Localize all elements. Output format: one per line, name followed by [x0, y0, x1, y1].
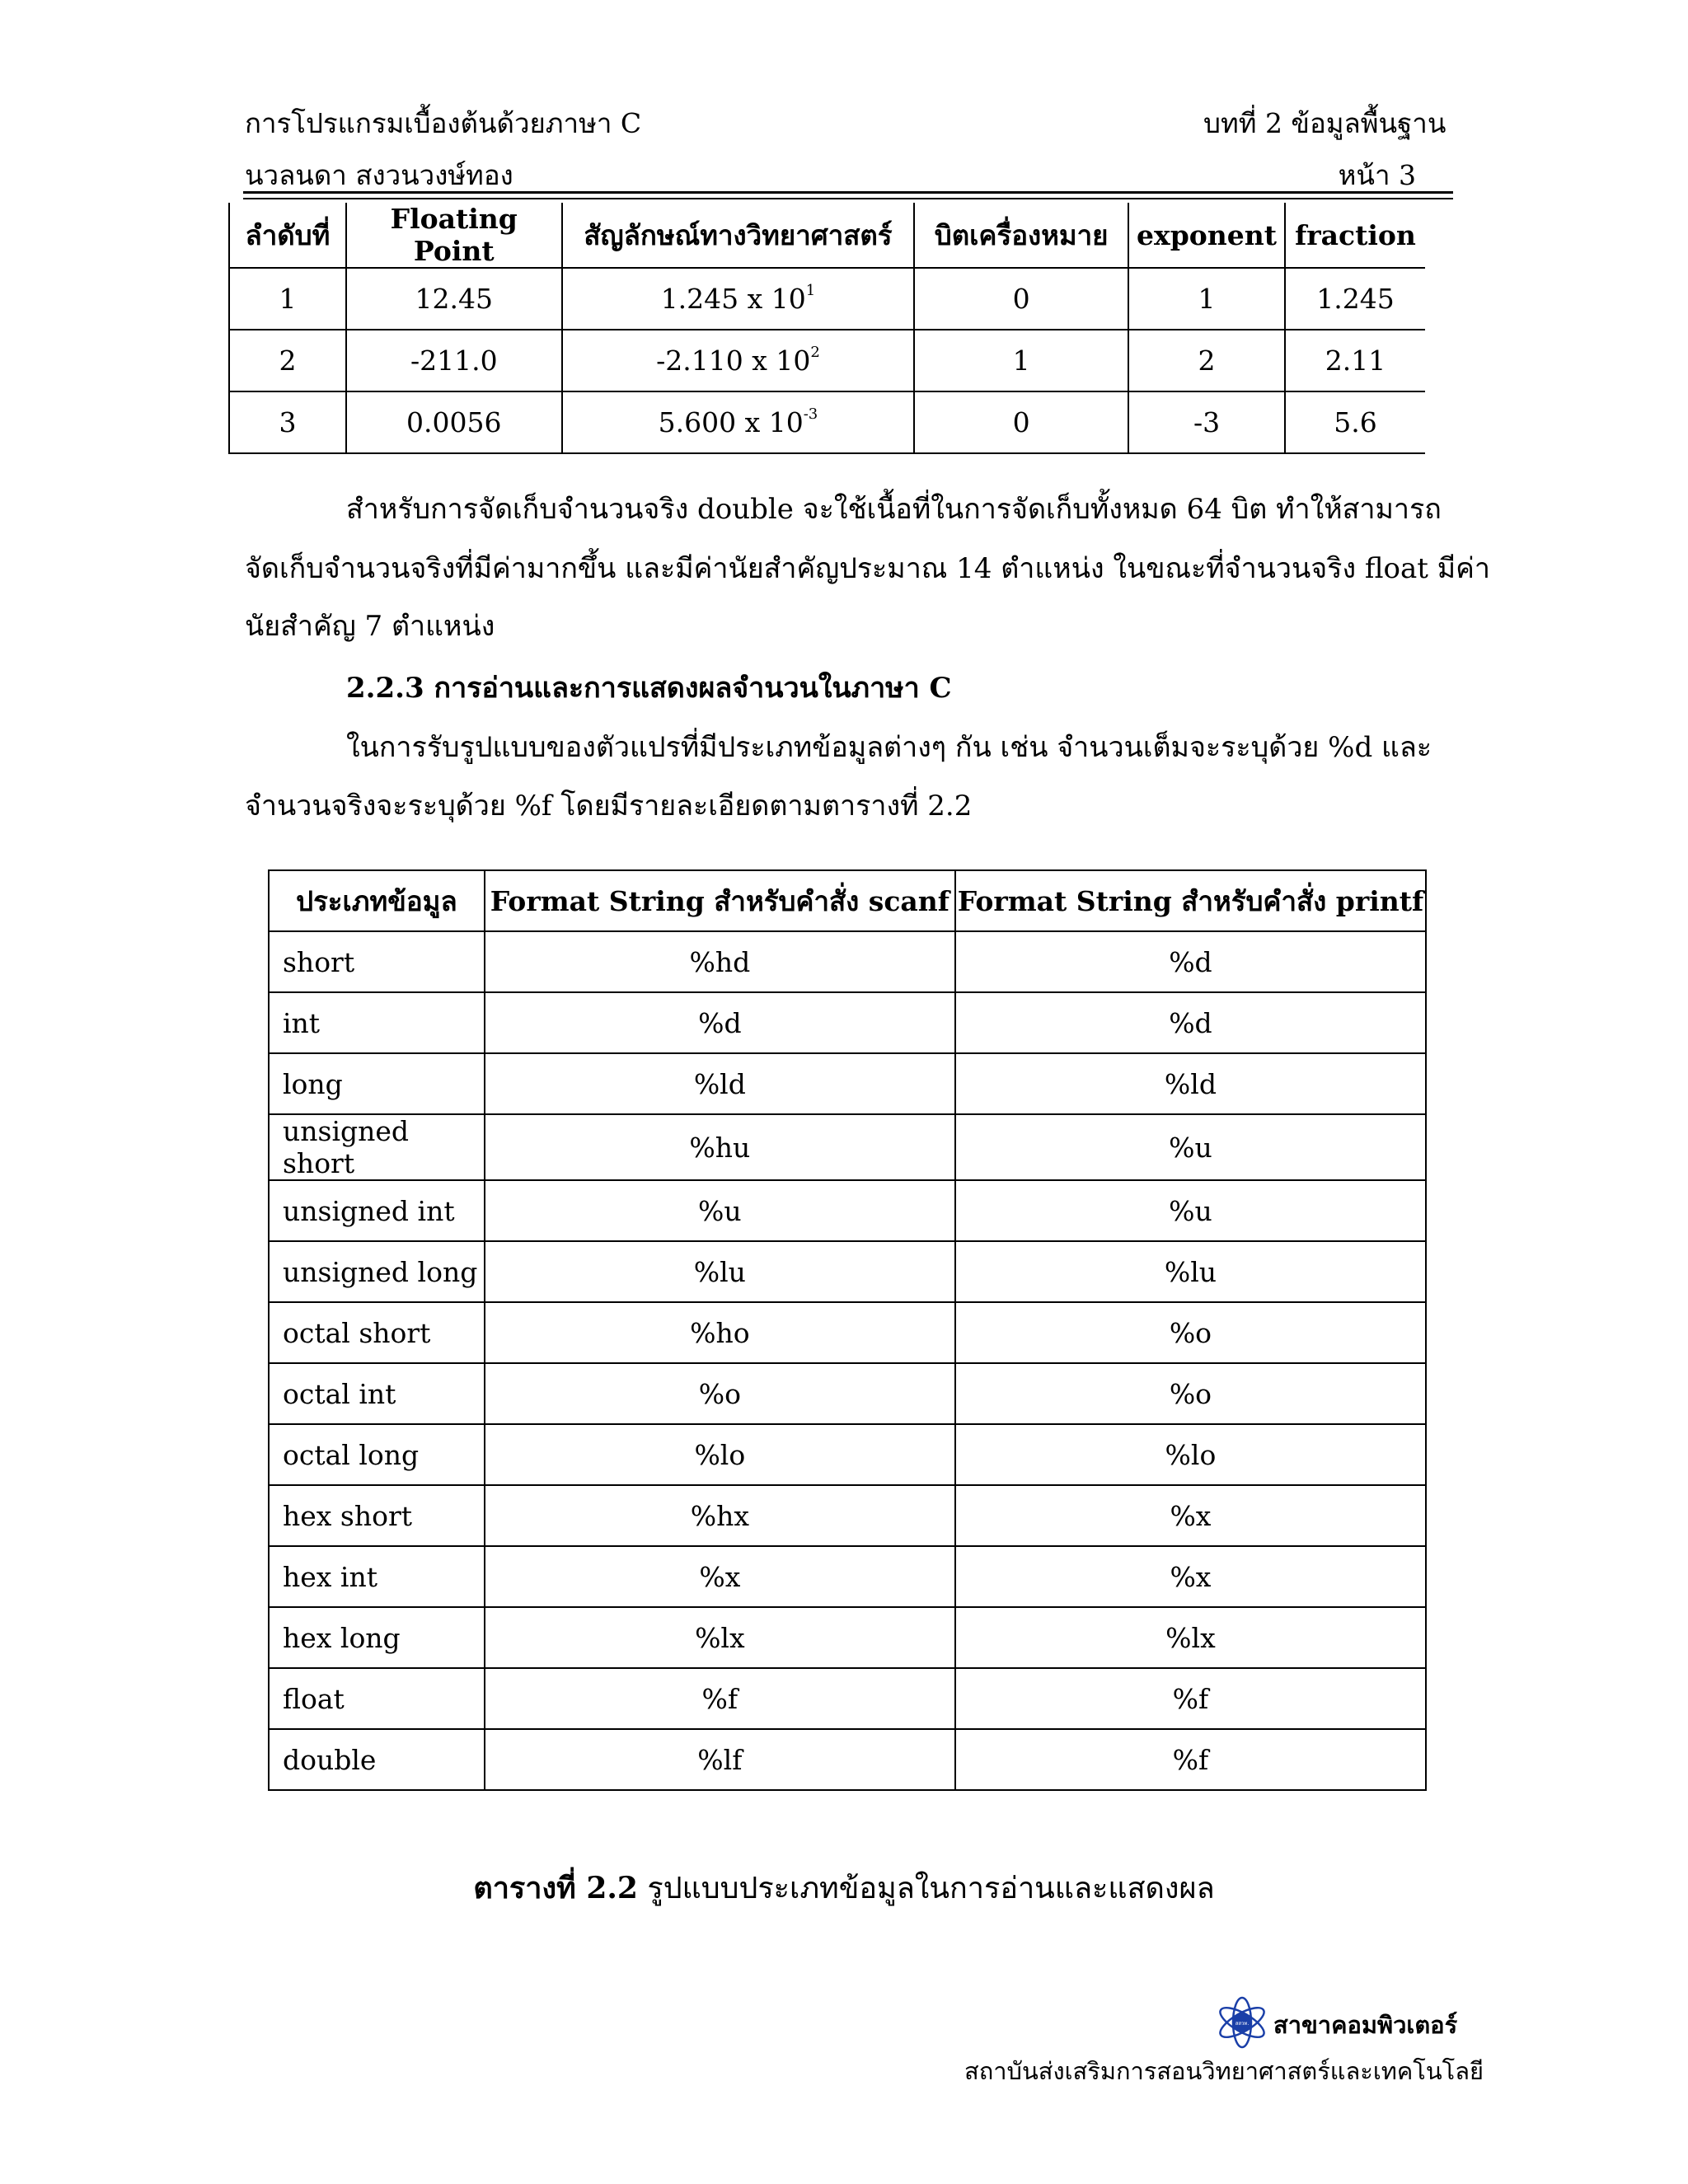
cell-exponent: -3	[1128, 391, 1285, 453]
table-row	[229, 330, 1425, 391]
cell-type: hex short	[269, 1485, 485, 1546]
section-heading: 2.2.3 การอ่านและการแสดงผลจำนวนในภาษา C	[346, 672, 952, 705]
table-row	[229, 268, 1425, 330]
cell-scanf: %ho	[485, 1302, 955, 1363]
cell-fraction: 5.6	[1285, 391, 1425, 453]
sci-base: 1.245 x 10	[660, 283, 806, 315]
format-string-table	[268, 869, 1427, 1791]
col-header-sign-bit: บิตเครื่องหมาย	[914, 203, 1128, 268]
table-row	[269, 931, 1426, 992]
cell-scanf: %f	[485, 1668, 955, 1729]
table-caption	[0, 1864, 1688, 1911]
cell-scientific	[562, 391, 915, 453]
col-header-exponent: exponent	[1128, 203, 1285, 268]
table-row	[269, 1180, 1426, 1241]
paragraph-2-line-2: จำนวนจริงจะระบุด้วย %f โดยมีรายละเอียดตามตารางที่ 2.2	[245, 790, 973, 823]
table-header-row	[229, 203, 1425, 268]
cell-printf: %d	[955, 931, 1426, 992]
header-rule-bottom	[243, 198, 1453, 199]
cell-type: octal long	[269, 1424, 485, 1485]
cell-order: 2	[229, 330, 346, 391]
cell-type: unsigned long	[269, 1241, 485, 1302]
table-row	[269, 1546, 1426, 1607]
cell-type: float	[269, 1668, 485, 1729]
sci-exponent: -3	[803, 405, 818, 423]
col-header-floating-point: Floating Point	[346, 203, 562, 268]
cell-type: long	[269, 1053, 485, 1114]
cell-scanf: %hu	[485, 1114, 955, 1180]
col-header-order: ลำดับที่	[229, 203, 346, 268]
cell-scanf: %u	[485, 1180, 955, 1241]
caption-text: รูปแบบประเภทข้อมูลในการอ่านและแสดงผล	[637, 1872, 1215, 1905]
cell-type: short	[269, 931, 485, 992]
col-header-fraction: fraction	[1285, 203, 1425, 268]
cell-order: 1	[229, 268, 346, 330]
col-header-printf: Format String สำหรับคำสั่ง printf	[955, 870, 1426, 931]
table-header-row	[269, 870, 1426, 931]
table-row	[269, 1668, 1426, 1729]
cell-exponent: 2	[1128, 330, 1285, 391]
cell-printf: %lu	[955, 1241, 1426, 1302]
cell-sign-bit: 1	[914, 330, 1128, 391]
cell-printf: %lo	[955, 1424, 1426, 1485]
cell-printf: %x	[955, 1546, 1426, 1607]
table-row	[269, 1607, 1426, 1668]
cell-scanf: %lf	[485, 1729, 955, 1790]
cell-scanf: %hx	[485, 1485, 955, 1546]
paragraph-2-line-1: ในการรับรูปแบบของตัวแปรที่มีประเภทข้อมูลต่างๆ กัน เช่น จำนวนเต็มจะระบุด้วย %d และ	[346, 731, 1432, 764]
cell-type: hex long	[269, 1607, 485, 1668]
table-row	[269, 1114, 1426, 1180]
cell-type: octal int	[269, 1363, 485, 1424]
col-header-data-type: ประเภทข้อมูล	[269, 870, 485, 931]
cell-sign-bit: 0	[914, 268, 1128, 330]
logo-text: สสวท.	[1235, 2021, 1250, 2027]
cell-printf: %o	[955, 1363, 1426, 1424]
cell-type: hex int	[269, 1546, 485, 1607]
cell-fraction: 2.11	[1285, 330, 1425, 391]
header-author: นวลนดา สงวนวงษ์ทอง	[245, 159, 513, 191]
caption-label: ตารางที่ 2.2	[473, 1871, 638, 1905]
cell-printf: %lx	[955, 1607, 1426, 1668]
paragraph-1-line-3: นัยสำคัญ 7 ตำแหน่ง	[245, 610, 495, 643]
table-row	[269, 1729, 1426, 1790]
table-row	[229, 391, 1425, 453]
cell-scanf: %d	[485, 992, 955, 1053]
cell-floating-point: -211.0	[346, 330, 562, 391]
footer-department: สาขาคอมพิวเตอร์	[1273, 2011, 1458, 2039]
col-header-scientific: สัญลักษณ์ทางวิทยาศาสตร์	[562, 203, 915, 268]
sci-base: -2.110 x 10	[656, 344, 811, 377]
cell-floating-point: 12.45	[346, 268, 562, 330]
cell-scanf: %lu	[485, 1241, 955, 1302]
table-row	[269, 1241, 1426, 1302]
sci-exponent: 1	[805, 282, 816, 299]
cell-type: double	[269, 1729, 485, 1790]
sci-base: 5.600 x 10	[658, 406, 804, 438]
cell-type: unsigned int	[269, 1180, 485, 1241]
header-chapter: บทที่ 2 ข้อมูลพื้นฐาน	[1203, 107, 1447, 139]
cell-scanf: %ld	[485, 1053, 955, 1114]
table-row	[269, 1302, 1426, 1363]
cell-scanf: %hd	[485, 931, 955, 992]
cell-scanf: %lo	[485, 1424, 955, 1485]
cell-floating-point: 0.0056	[346, 391, 562, 453]
cell-order: 3	[229, 391, 346, 453]
cell-printf: %ld	[955, 1053, 1426, 1114]
cell-scanf: %x	[485, 1546, 955, 1607]
floating-point-table	[228, 203, 1425, 454]
cell-sign-bit: 0	[914, 391, 1128, 453]
table-row	[269, 1485, 1426, 1546]
col-header-scanf: Format String สำหรับคำสั่ง scanf	[485, 870, 955, 931]
cell-scientific	[562, 268, 915, 330]
paragraph-1-line-1: สำหรับการจัดเก็บจำนวนจริง double จะใช้เนื้อที่ในการจัดเก็บทั้งหมด 64 บิต ทำให้สามารถ	[346, 493, 1442, 526]
cell-printf: %u	[955, 1114, 1426, 1180]
cell-fraction: 1.245	[1285, 268, 1425, 330]
sci-exponent: 2	[810, 344, 820, 361]
paragraph-1-line-2: จัดเก็บจำนวนจริงที่มีค่ามากขึ้น และมีค่านัยสำคัญประมาณ 14 ตำแหน่ง ในขณะที่จำนวนจริง float มีค่า	[245, 552, 1490, 585]
cell-printf: %o	[955, 1302, 1426, 1363]
cell-printf: %f	[955, 1729, 1426, 1790]
table-row	[269, 1363, 1426, 1424]
table-row	[269, 1053, 1426, 1114]
cell-type: int	[269, 992, 485, 1053]
header-book-title: การโปรแกรมเบื้องต้นด้วยภาษา C	[245, 107, 642, 139]
footer-institute: สถาบันส่งเสริมการสอนวิทยาศาสตร์และเทคโนโลยี	[964, 2057, 1484, 2085]
institute-logo-icon	[1216, 1996, 1268, 2049]
cell-printf: %d	[955, 992, 1426, 1053]
table-row	[269, 1424, 1426, 1485]
cell-type: unsigned short	[269, 1114, 485, 1180]
header-rule-top	[243, 191, 1453, 194]
cell-scanf: %lx	[485, 1607, 955, 1668]
cell-exponent: 1	[1128, 268, 1285, 330]
cell-printf: %f	[955, 1668, 1426, 1729]
cell-type: octal short	[269, 1302, 485, 1363]
table-row	[269, 992, 1426, 1053]
cell-scanf: %o	[485, 1363, 955, 1424]
cell-printf: %u	[955, 1180, 1426, 1241]
header-page-number: หน้า 3	[1338, 159, 1416, 191]
cell-printf: %x	[955, 1485, 1426, 1546]
cell-scientific	[562, 330, 915, 391]
